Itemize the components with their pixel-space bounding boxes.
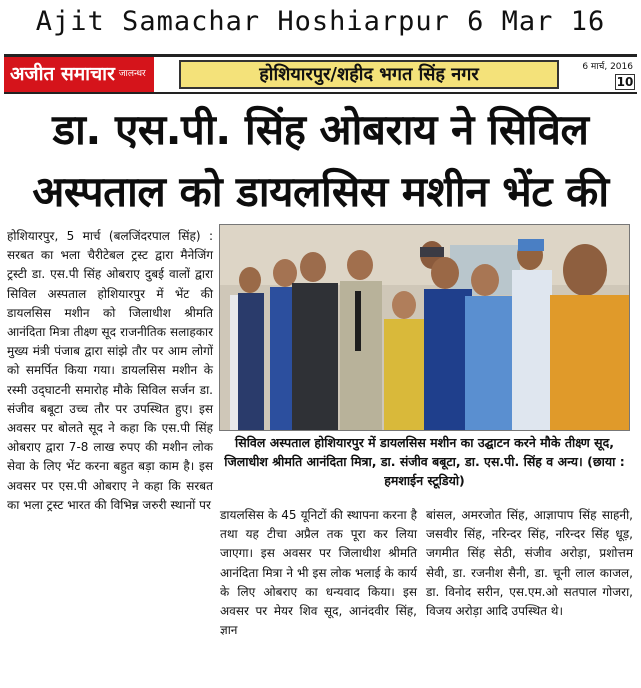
page-number: 10 bbox=[616, 75, 634, 89]
brand-name: अजीत समाचार bbox=[10, 63, 115, 85]
newspaper-masthead bbox=[4, 54, 637, 94]
news-photo bbox=[219, 224, 630, 431]
brand-city: जालन्धर bbox=[118, 69, 146, 79]
headline-line-2: अस्पताल को डायलसिस मशीन भेंट की bbox=[32, 167, 609, 216]
photo-caption: सिविल अस्पताल होशियारपुर में डायलसिस मशीन का उद्घाटन करने मौके तीक्ष्ण सूद, जिलाधीश श्रीमति आनंदिता मित्रा, डा. संजीव बबूटा, डा. एस.पी. सिंह व अन्य। (छाया : हमशाईन स्टूडियो) bbox=[224, 435, 625, 488]
headline-line-1: डा. एस.पी. सिंह ओबराय ने सिविल bbox=[52, 105, 589, 154]
section-title: होशियारपुर/शहीद भगत सिंह नगर bbox=[179, 60, 559, 89]
news-photo-drawing bbox=[220, 225, 630, 431]
clipping-caption: Ajit Samachar Hoshiarpur 6 Mar 16 bbox=[35, 6, 606, 37]
edition-date: 6 मार्च, 2016 bbox=[582, 62, 633, 72]
article-column-1: होशियारपुर, 5 मार्च (बलजिंदरपाल सिंह) : सरबत का भला चैरीटेबल ट्रस्ट द्वारा मैनेजिंग ट्रस्टी डा. एस.पी सिंह ओबराए दुबई वालों द्वारा सिविल अस्पताल होशियारपुर में भेंट की डायलसिस मशीन को जिलाधीश श्रीमति आनंदिता मित्रा तीक्ष्ण सूद राजनीतिक सलाहकार मुख्य मंत्री पंजाब द्वारा सांझे तौर पर आम लोगों को समर्पित किया गया। डायलसिस मशीन के रस्मी उद्‌घाटनी समारोह मौके सिविल सर्जन डा. संजीव बबूटा उच्च तौर पर उपस्थित हुए। इस अवसर पर बोलते सूद ने कहा कि एस.पी सिंह ओबराए द्वारा 7-8 लाख रुपए की मशीन लोक सेवा के लिए भेंट करना बहुत बड़ा काम है। इस अवसर पर एस.पी ओबराए ने कहा कि सरबत का भला ट्रस्ट भारत की विभिन्न जरुरी स्थानों पर bbox=[7, 229, 213, 512]
article-column-3: बांसल, अमरजोत सिंह, आज्ञापाप सिंह साहनी, जसवीर सिंह, नरिन्दर सिंह, नरिन्दर सिंह धूड़, जगमीत सिंह सेठी, संजीव अरोड़ा, प्रशोत्तम सेवी, डा. रजनीश सैनी, डा. चूनी लाल काजल, डा. विनोद सरीन, एस.एम.ओ सतपाल गोजरा, विजय अरोड़ा आदि उपस्थित थे। bbox=[426, 508, 633, 619]
newspaper-logo bbox=[4, 57, 154, 92]
article-column-2: डायलसिस के 45 यूनिटों की स्थापना करना है तथा यह टीचा अप्रैल तक पूरा कर लिया जाएगा। इस अवसर पर जिलाधीश श्रीमति आनंदिता मित्रा ने भी इस लोक भलाई के कार्य के लिए ओबराए का धन्यवाद किया। इस अवसर पर मेयर शिव सूद, आनंदवीर सिंह, ज्ञान bbox=[220, 508, 417, 638]
